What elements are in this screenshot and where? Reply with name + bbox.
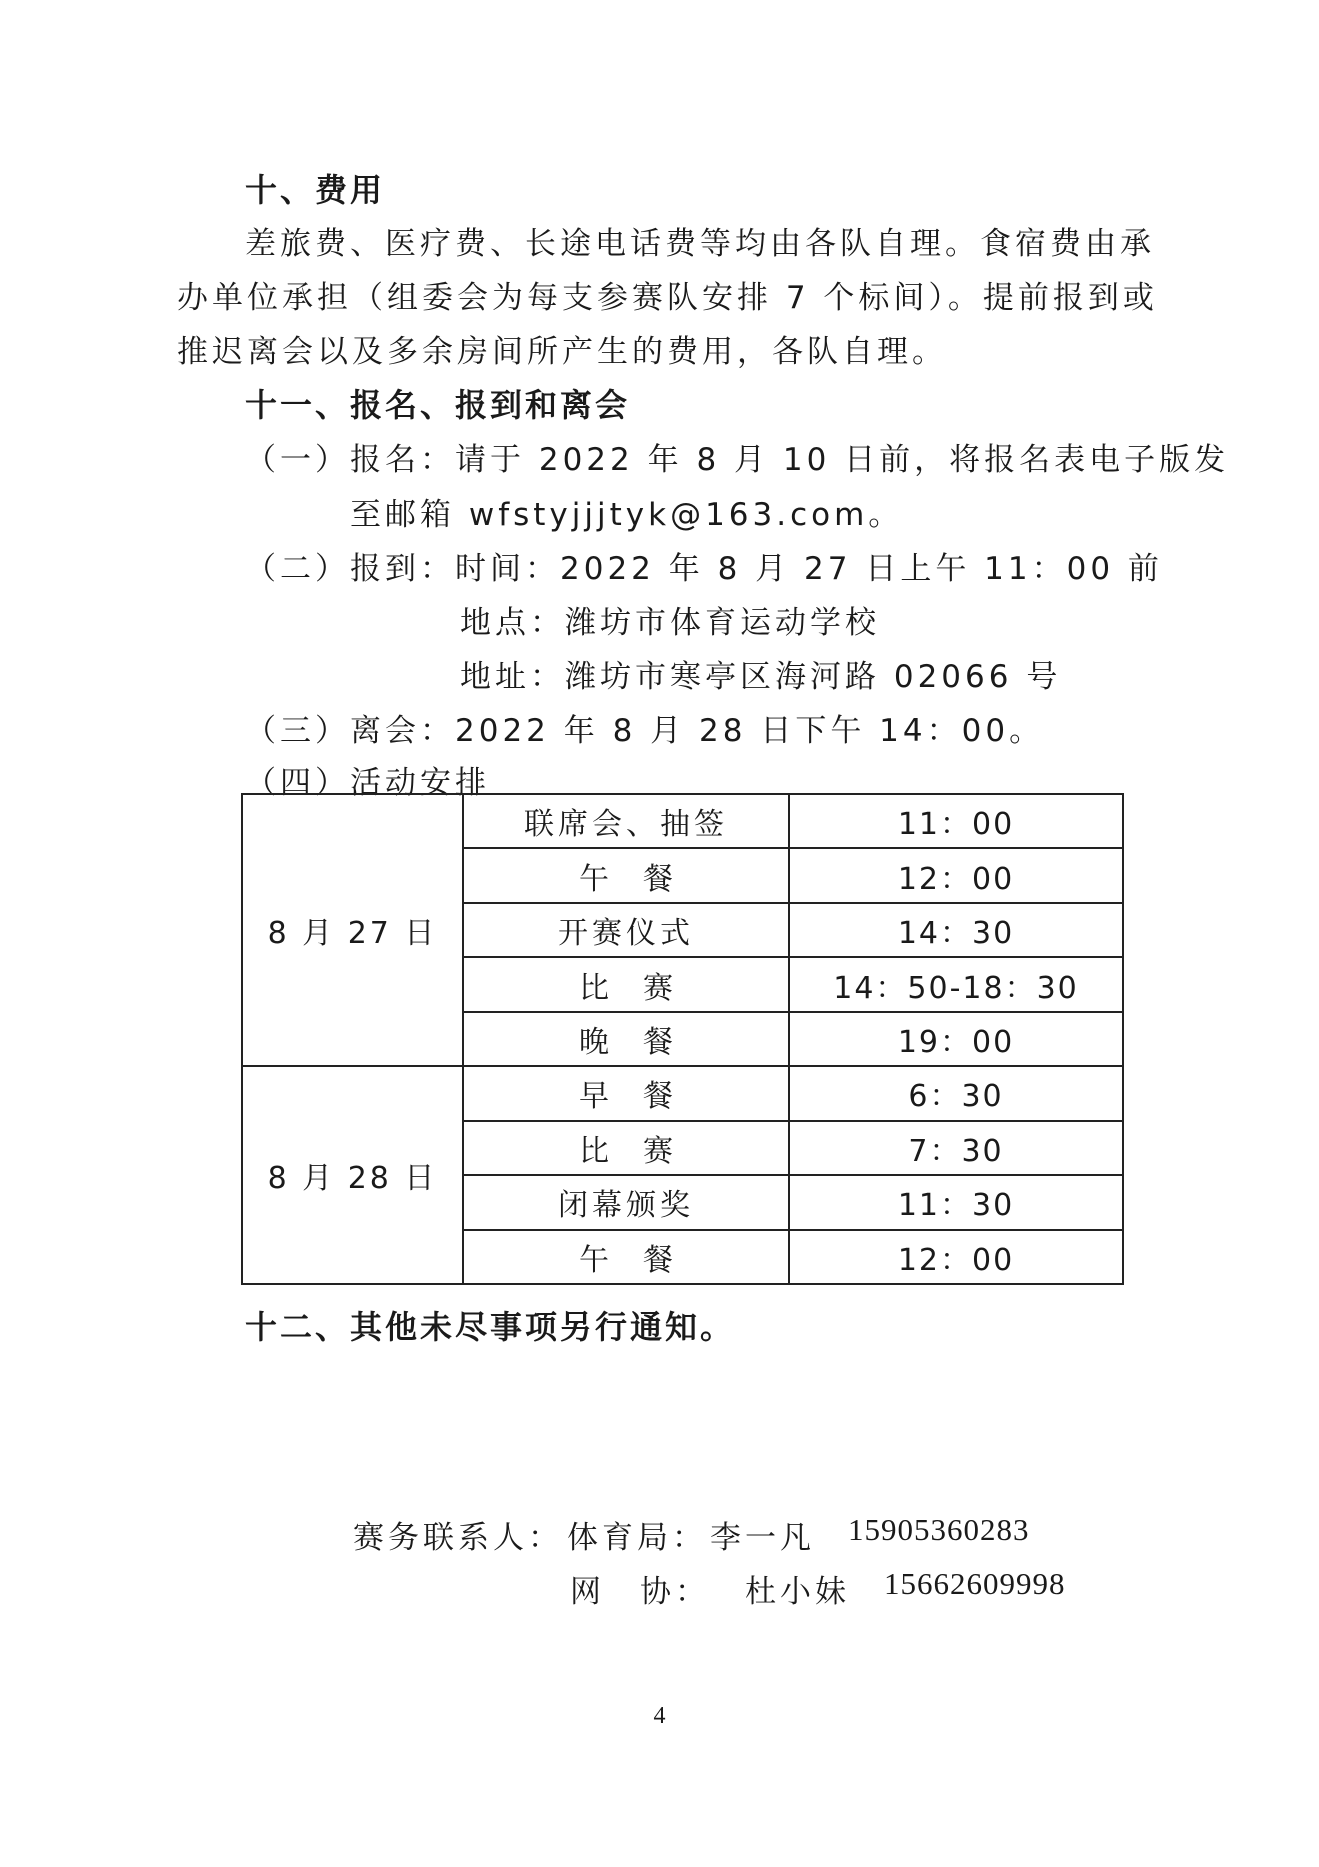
contacts-label: 赛务联系人：: [353, 1520, 563, 1556]
contact-name: 杜小妹: [745, 1574, 850, 1610]
activity-cell: 开赛仪式: [463, 903, 789, 957]
activity-cell: 比赛: [463, 957, 789, 1011]
time-cell: 7：30: [789, 1121, 1123, 1175]
register-line-1: （一）报名：请于 2022 年 8 月 10 日前，将报名表电子版发: [245, 442, 1230, 478]
time-cell: 14：30: [789, 903, 1123, 957]
time-cell: 12：00: [789, 848, 1123, 902]
date-cell: 8 月 27 日: [242, 794, 463, 1066]
contact-org: 体育局：: [567, 1520, 707, 1556]
contact-phone: 15905360283: [848, 1512, 1030, 1547]
time-cell: 12：00: [789, 1230, 1123, 1285]
section-10-heading: 十、费用: [245, 171, 386, 209]
table-row: [242, 794, 1123, 848]
time-cell: 6：30: [789, 1066, 1123, 1120]
schedule-table: [241, 793, 1124, 1285]
time-cell: 19：00: [789, 1012, 1123, 1066]
activity-cell: 午餐: [463, 1230, 789, 1285]
depart-line: （三）离会：2022 年 8 月 28 日下午 14：00。: [245, 713, 1045, 749]
activity-cell: 早餐: [463, 1066, 789, 1120]
time-cell: 11：00: [789, 794, 1123, 848]
section-10-line-2: 办单位承担（组委会为每支参赛队安排 7 个标间）。提前报到或: [177, 280, 1158, 316]
contact-phone: 15662609998: [884, 1566, 1066, 1601]
contact-org: 网 协：: [570, 1574, 710, 1610]
section-10-line-1: 差旅费、医疗费、长途电话费等均由各队自理。食宿费由承: [245, 226, 1155, 262]
activity-cell: 闭幕颁奖: [463, 1175, 789, 1229]
activity-cell: 联席会、抽签: [463, 794, 789, 848]
section-11-heading: 十一、报名、报到和离会: [245, 386, 631, 424]
date-cell: 8 月 28 日: [242, 1066, 463, 1284]
page-number: 4: [653, 1703, 666, 1729]
section-10-line-3: 推迟离会以及多余房间所产生的费用，各队自理。: [177, 334, 947, 370]
checkin-address: 地址：潍坊市寒亭区海河路 02066 号: [460, 659, 1062, 695]
checkin-place: 地点：潍坊市体育运动学校: [460, 605, 880, 641]
time-cell: 11：30: [789, 1175, 1123, 1229]
activity-cell: 比赛: [463, 1121, 789, 1175]
table-row: [242, 1066, 1123, 1120]
register-line-2: 至邮箱 wfstyjjjtyk@163.com。: [350, 497, 904, 533]
activity-cell: 晚餐: [463, 1012, 789, 1066]
contact-name: 李一凡: [710, 1520, 815, 1556]
time-cell: 14：50-18：30: [789, 957, 1123, 1011]
checkin-line-1: （二）报到：时间：2022 年 8 月 27 日上午 11：00 前: [245, 551, 1163, 587]
schedule-title: （四）活动安排: [245, 765, 490, 801]
activity-cell: 午餐: [463, 848, 789, 902]
section-12-heading: 十二、其他未尽事项另行通知。: [245, 1308, 736, 1346]
